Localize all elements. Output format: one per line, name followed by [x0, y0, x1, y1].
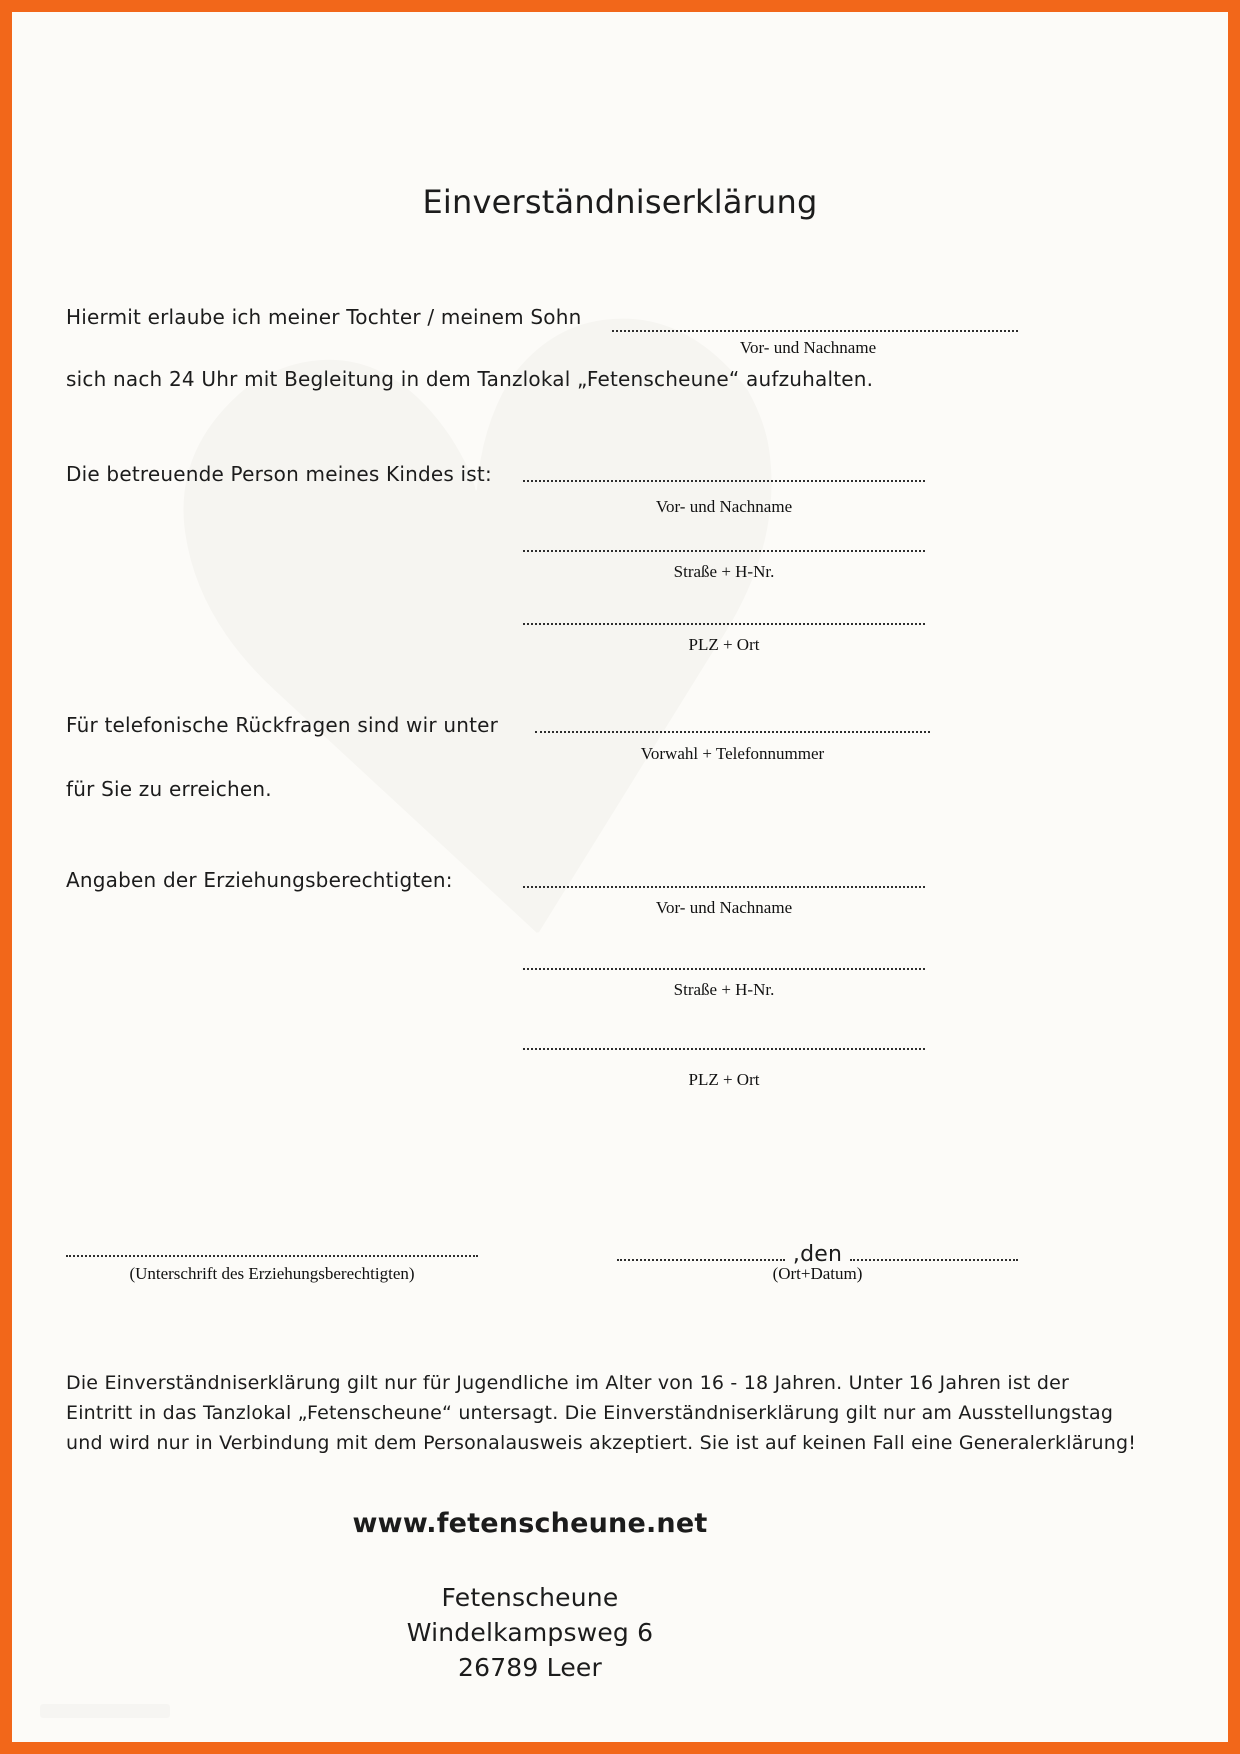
corner-watermark [40, 1704, 170, 1718]
address-line-street: Windelkampsweg 6 [406, 1618, 654, 1647]
place-field-line [617, 1249, 785, 1261]
caretaker-heading: Die betreuende Person meines Kindes ist: [66, 462, 492, 486]
caretaker-street-field-label: Straße + H-Nr. [673, 562, 775, 581]
phone-field-label: Vorwahl + Telefonnummer [640, 744, 825, 763]
guardian-city-field-line [523, 1034, 925, 1050]
caretaker-city-field-line [523, 609, 925, 625]
date-field-line [850, 1249, 1018, 1261]
intro-line-1: Hiermit erlaube ich meiner Tochter / meinem Sohn [66, 305, 582, 329]
guardian-street-field-line [523, 954, 925, 970]
caretaker-name-field-label: Vor- und Nachname [655, 497, 793, 516]
signature-field-line [66, 1241, 478, 1257]
date-separator: ,den [792, 1242, 843, 1267]
caretaker-name-field-line [523, 466, 925, 482]
phone-line-1: Für telefonische Rückfragen sind wir unter [66, 713, 499, 737]
caretaker-city-field-label: PLZ + Ort [688, 635, 760, 654]
website-url: www.fetenscheune.net [352, 1508, 708, 1539]
address-line-city: 26789 Leer [457, 1653, 602, 1682]
notice-line: Eintritt in das Tanzlokal „Fetenscheune“ untersagt. Die Einverständniserklärung gilt nur am Ausstellungstag [66, 1402, 1114, 1424]
guardian-street-field-label: Straße + H-Nr. [673, 980, 775, 999]
caretaker-street-field-line [523, 536, 925, 552]
address-block [12, 1580, 1048, 1685]
age-notice-paragraph [66, 1368, 1136, 1458]
place-date-field-label: (Ort+Datum) [772, 1264, 863, 1283]
phone-field-line [535, 717, 930, 733]
intro-line-2: sich nach 24 Uhr mit Begleitung in dem Tanzlokal „Fetenscheune“ aufzuhalten. [66, 367, 874, 391]
guardian-name-field-line [523, 872, 925, 888]
page-title: Einverständniserklärung [422, 183, 818, 221]
guardian-heading: Angaben der Erziehungsberechtigten: [66, 868, 453, 892]
notice-line: und wird nur in Verbindung mit dem Personalausweis akzeptiert. Sie ist auf keinen Fall eine Generalerklärung! [66, 1432, 1137, 1454]
signature-field-label: (Unterschrift des Erziehungsberechtigten) [129, 1264, 415, 1283]
address-line-venue: Fetenscheune [441, 1583, 619, 1612]
website-row [12, 1508, 1048, 1539]
phone-line-2: für Sie zu erreichen. [66, 777, 272, 801]
child-name-field-line [612, 316, 1018, 332]
child-name-field-label: Vor- und Nachname [739, 338, 877, 357]
notice-line: Die Einverständniserklärung gilt nur für Jugendliche im Alter von 16 - 18 Jahren. Unter 16 Jahren ist der [66, 1372, 1070, 1394]
guardian-city-field-label: PLZ + Ort [688, 1070, 760, 1089]
guardian-name-field-label: Vor- und Nachname [655, 898, 793, 917]
place-date-field-row [617, 1233, 1018, 1267]
